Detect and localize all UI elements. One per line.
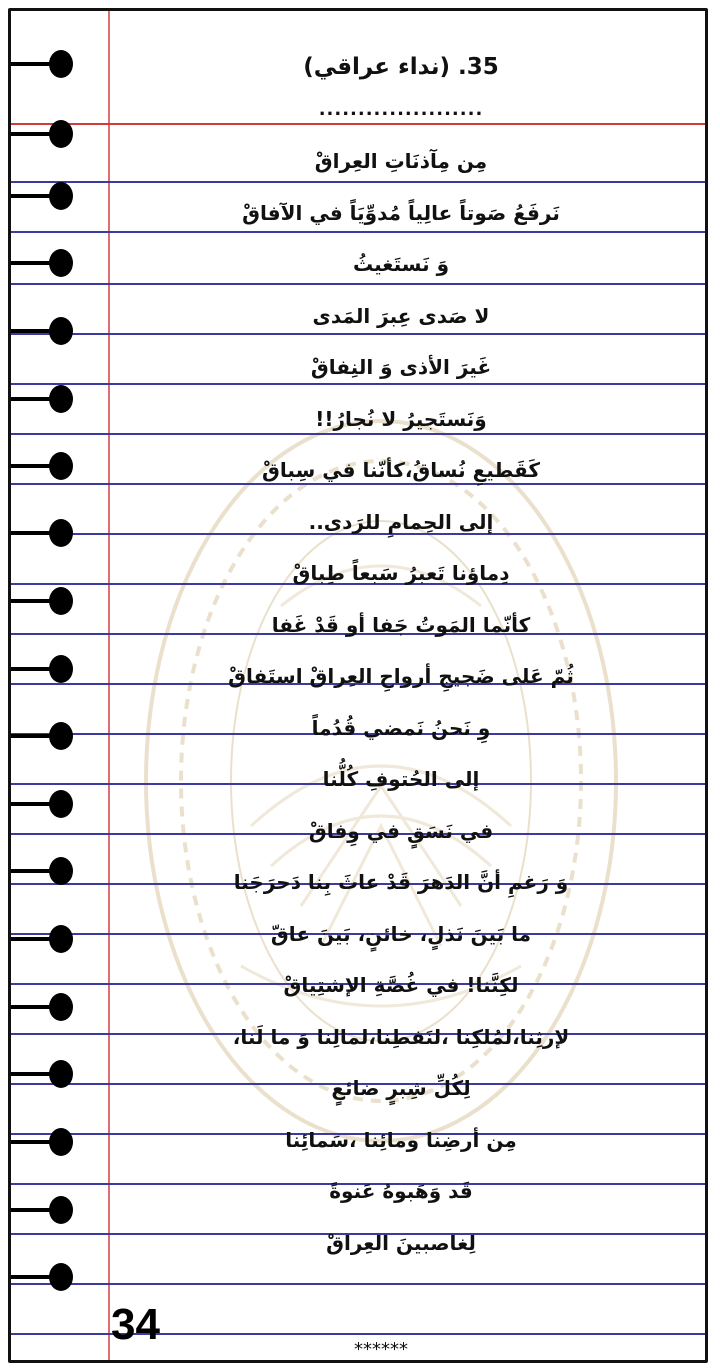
ruled-line	[11, 283, 708, 285]
notebook-ring-icon	[11, 50, 73, 78]
notebook-ring-icon	[11, 587, 73, 615]
verse-line: في نَسَقٍ في وِفاقْ	[308, 819, 494, 843]
verse-line: غَيرَ الأذى وَ النِفاقْ	[310, 355, 492, 379]
verse-line: إلى الحُتوفِ كُلُّنا	[322, 767, 480, 791]
verse-line: وِ نَحنُ نَمضي قُدُماً	[311, 716, 491, 740]
ruled-line	[11, 181, 708, 183]
verse-line: إلى الحِمامِ للرَدى..	[308, 510, 494, 534]
notebook-ring-icon	[11, 1060, 73, 1088]
ruled-paper	[8, 8, 708, 1363]
verse-line: لا صَدى عِبرَ المَدى	[312, 304, 490, 328]
verse-line: وَ نَستَغيثُ	[352, 252, 450, 276]
verse-line: لِغاصبينَ العِراقْ	[326, 1231, 476, 1255]
ruled-line	[11, 1283, 708, 1285]
verse-line: لكِنَّنا! في غُصَّةِ الإشتِياقْ	[283, 973, 519, 997]
poem-title: 35. (نداء عراقي)	[303, 54, 499, 80]
notebook-ring-icon	[11, 317, 73, 345]
verse-line: مِن أرضِنا ومائِنا ،سَمائِنا	[285, 1128, 517, 1152]
notebook-ring-icon	[11, 385, 73, 413]
notebook-ring-icon	[11, 925, 73, 953]
verse-line: لِكُلِّ شِبرٍ ضائعٍ	[331, 1076, 471, 1100]
notebook-ring-icon	[11, 452, 73, 480]
notebook-ring-icon	[11, 655, 73, 683]
verse-line: وَ رَغمِ أنَّ الدَهرَ قَدْ عاثَ بِنا دَحرَجَنا	[233, 870, 569, 894]
notebook-ring-icon	[11, 722, 73, 750]
verse-line: لإرثِنا،لمُلكِنا ،لنَفطِنا،لمالِنا وَ ما لَنا،	[232, 1025, 570, 1049]
header-rule	[11, 123, 708, 125]
notebook-ring-icon	[11, 519, 73, 547]
verse-line: ثُمّ عَلى ضَجيجِ أرواحِ العِراقْ استَفاقْ	[228, 664, 574, 688]
closing-mark: ******	[354, 1339, 408, 1360]
verse-line: مِن مِآذنَاتِ العِراقْ	[314, 149, 488, 173]
page-number: 34	[111, 1300, 160, 1349]
margin-line	[108, 11, 110, 1363]
verse-line: قَد وَهَبوهُ عَنوةً	[329, 1179, 473, 1203]
notebook-ring-icon	[11, 182, 73, 210]
verse-line: وَنَستَجيرُ لا نُجارُ!!	[315, 407, 487, 431]
verse-line: دِماؤنا تَعبرُ سَبعاً طِباقْ	[292, 561, 510, 585]
verse-line: ما بَينَ نَذلٍ، خائنٍ، بَينَ عاقّ	[270, 922, 532, 946]
verse-line: نَرفَعُ صَوتاً عالِياً مُدوِّيَاً في الآفاقْ	[242, 201, 560, 225]
notebook-ring-icon	[11, 790, 73, 818]
notebook-ring-icon	[11, 1263, 73, 1291]
notebook-ring-icon	[11, 249, 73, 277]
notebook-ring-icon	[11, 1128, 73, 1156]
verse-line: كَقَطيعِ نُساقُ،كأنّنا في سِباقْ	[262, 458, 540, 482]
notebook-ring-icon	[11, 993, 73, 1021]
notebook-ring-icon	[11, 120, 73, 148]
verse-line: كأنّما المَوتُ جَفا أو قَدْ غَفا	[271, 613, 531, 637]
notebook-ring-icon	[11, 1196, 73, 1224]
ruled-line	[11, 231, 708, 233]
title-separator: .....................	[318, 99, 484, 120]
notebook-ring-icon	[11, 857, 73, 885]
